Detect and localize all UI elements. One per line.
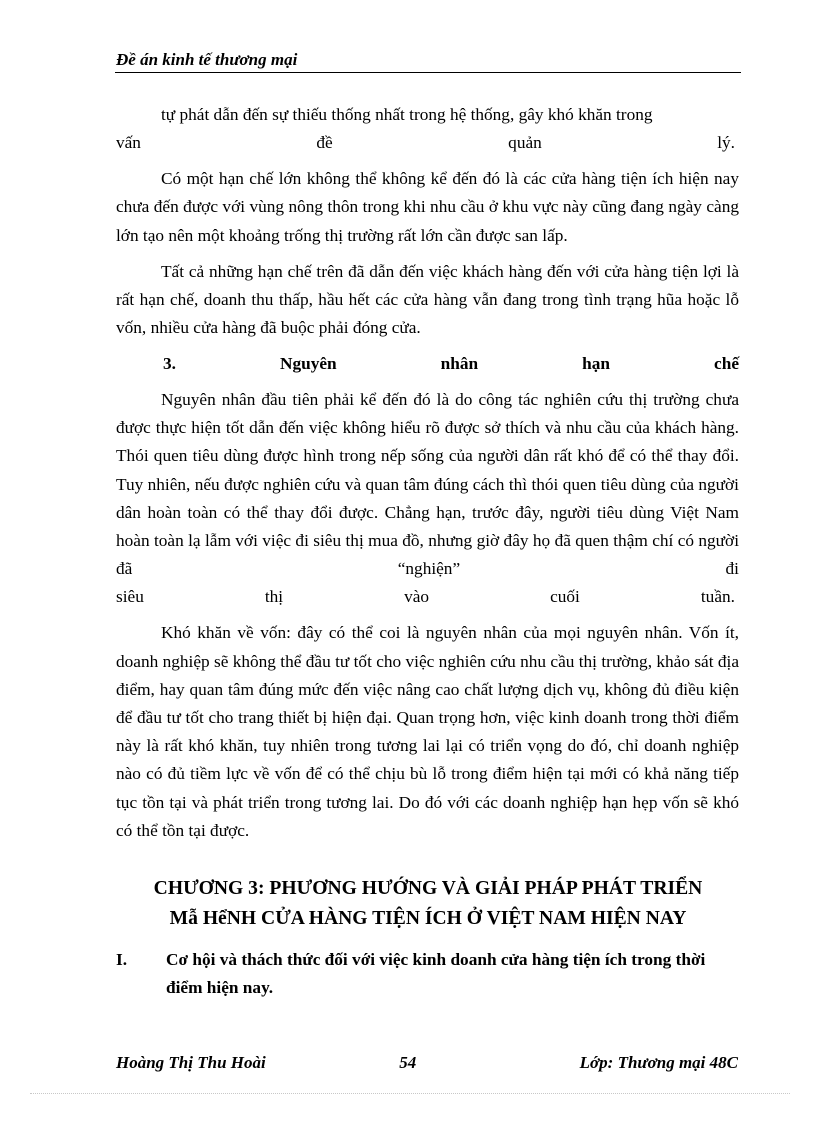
document-header-title: Đề án kinh tế thương mại [116, 50, 298, 69]
word: siêu [116, 587, 144, 607]
page-footer [116, 1053, 738, 1073]
paragraph-1-line-1: tự phát dẫn đến sự thiếu thống nhất trong hệ thống, gây khó khăn trong [161, 105, 653, 124]
word: đề [316, 133, 333, 153]
page-number: 54 [399, 1053, 417, 1072]
paragraph-3: Tất cả những hạn chế trên đã dẫn đến việc khách hàng đến với cửa hàng tiện lợi là rất hạn chế, doanh thu thấp, hầu hết các cửa hàng vẫn đang trong tình trạng hũa hoặc lỗ vốn, nhiều cửa hàng đã buộc phải đóng cửa. [116, 261, 739, 338]
word: cuối [550, 587, 580, 607]
footer-class: Lớp: Thương mại 48C [579, 1053, 738, 1072]
word: vấn [116, 133, 141, 153]
heading-3-nguyen-nhan-han-che [116, 350, 739, 378]
paragraph-2: Có một hạn chế lớn không thể không kể đến đó là các cửa hàng tiện ích hiện nay chưa đến được với vùng nông thôn trong khi nhu cầu ở khu vực này cũng đang ngày càng lớn tạo nên một khoảng trống thị trường rất lớn cần được san lấp. [116, 169, 739, 245]
section-title: Cơ hội và thách thức đối với việc kinh doanh cửa hàng tiện ích trong thời điểm hiện nay. [166, 950, 706, 997]
section-number: I. [116, 950, 128, 969]
page-break-line [30, 1093, 790, 1094]
paragraph-1-line-2 [116, 129, 739, 157]
document-body [116, 101, 739, 853]
chapter-title [110, 874, 746, 934]
chapter-title-line-2: Mẫ HểNH CỬA HÀNG TIỆN ÍCH Ở VIỆT NAM HIỆN NAY [169, 908, 687, 929]
word: quản [508, 133, 542, 153]
paragraph-4: Nguyên nhân đầu tiên phải kể đến đó là do công tác nghiên cứu thị trường chưa được thực hiện tốt dẫn đến việc không hiểu rõ được sở thích và nhu cầu của khách hàng. Thói quen tiêu dùng được hình trong nếp sống của người dân rất khó để có thể thay đổi. Tuy nhiên, nếu được nghiên cứu và quan tâm đúng cách thì thói quen tiêu dùng của người dân hoàn toàn có thể thay đổi được. Chẳng hạn, trước đây, người tiêu dùng Việt Nam hoàn toàn lạ lẫm với việc đi siêu thị mua đồ, nhưng giờ đây họ đã quen thậm chí có người đã “nghiện” đi [116, 390, 739, 579]
paragraph-5: Khó khăn về vốn: đây có thể coi là nguyên nhân của mọi nguyên nhân. Vốn ít, doanh nghiệp sẽ không thể đầu tư tốt cho việc nghiên cứu nhu cầu thị trường, khảo sát địa điểm, hay quan tâm đúng mức đến việc nâng cao chất lượng dịch vụ, không đủ điều kiện để đầu tư tốt cho trang thiết bị hiện đại. Quan trọng hơn, việc kinh doanh trong thời điểm này là rất khó khăn, tuy nhiên trong tương lai lại có triển vọng do đó, chỉ doanh nghiệp nào có đủ tiềm lực về vốn để có thể chịu bù lỗ trong điểm hiện tại mới có khả năng tiếp tục tồn tại và phát triển trong tương lai. Do đó với các doanh nghiệp hạn hẹp vốn sẽ khó có thể tồn tại được. [116, 623, 739, 840]
chapter-title-line-1: CHƯƠNG 3: PHƯƠNG HƯỚNG VÀ GIẢI PHÁP PHÁT TRIỂN [153, 878, 703, 899]
heading-word: hạn [582, 354, 611, 374]
heading-word: chế [714, 354, 739, 374]
section-heading [116, 946, 740, 1002]
heading-word: nhân [440, 354, 479, 374]
word: vào [404, 587, 430, 607]
heading-word: 3. [163, 354, 176, 374]
word: tuần. [700, 587, 735, 607]
header-rule [115, 72, 741, 73]
footer-author: Hoàng Thị Thu Hoài [116, 1053, 266, 1072]
word: thị [264, 587, 284, 607]
heading-word: Nguyên [279, 354, 337, 374]
word: lý. [717, 133, 735, 153]
paragraph-4-last-line [116, 583, 739, 611]
